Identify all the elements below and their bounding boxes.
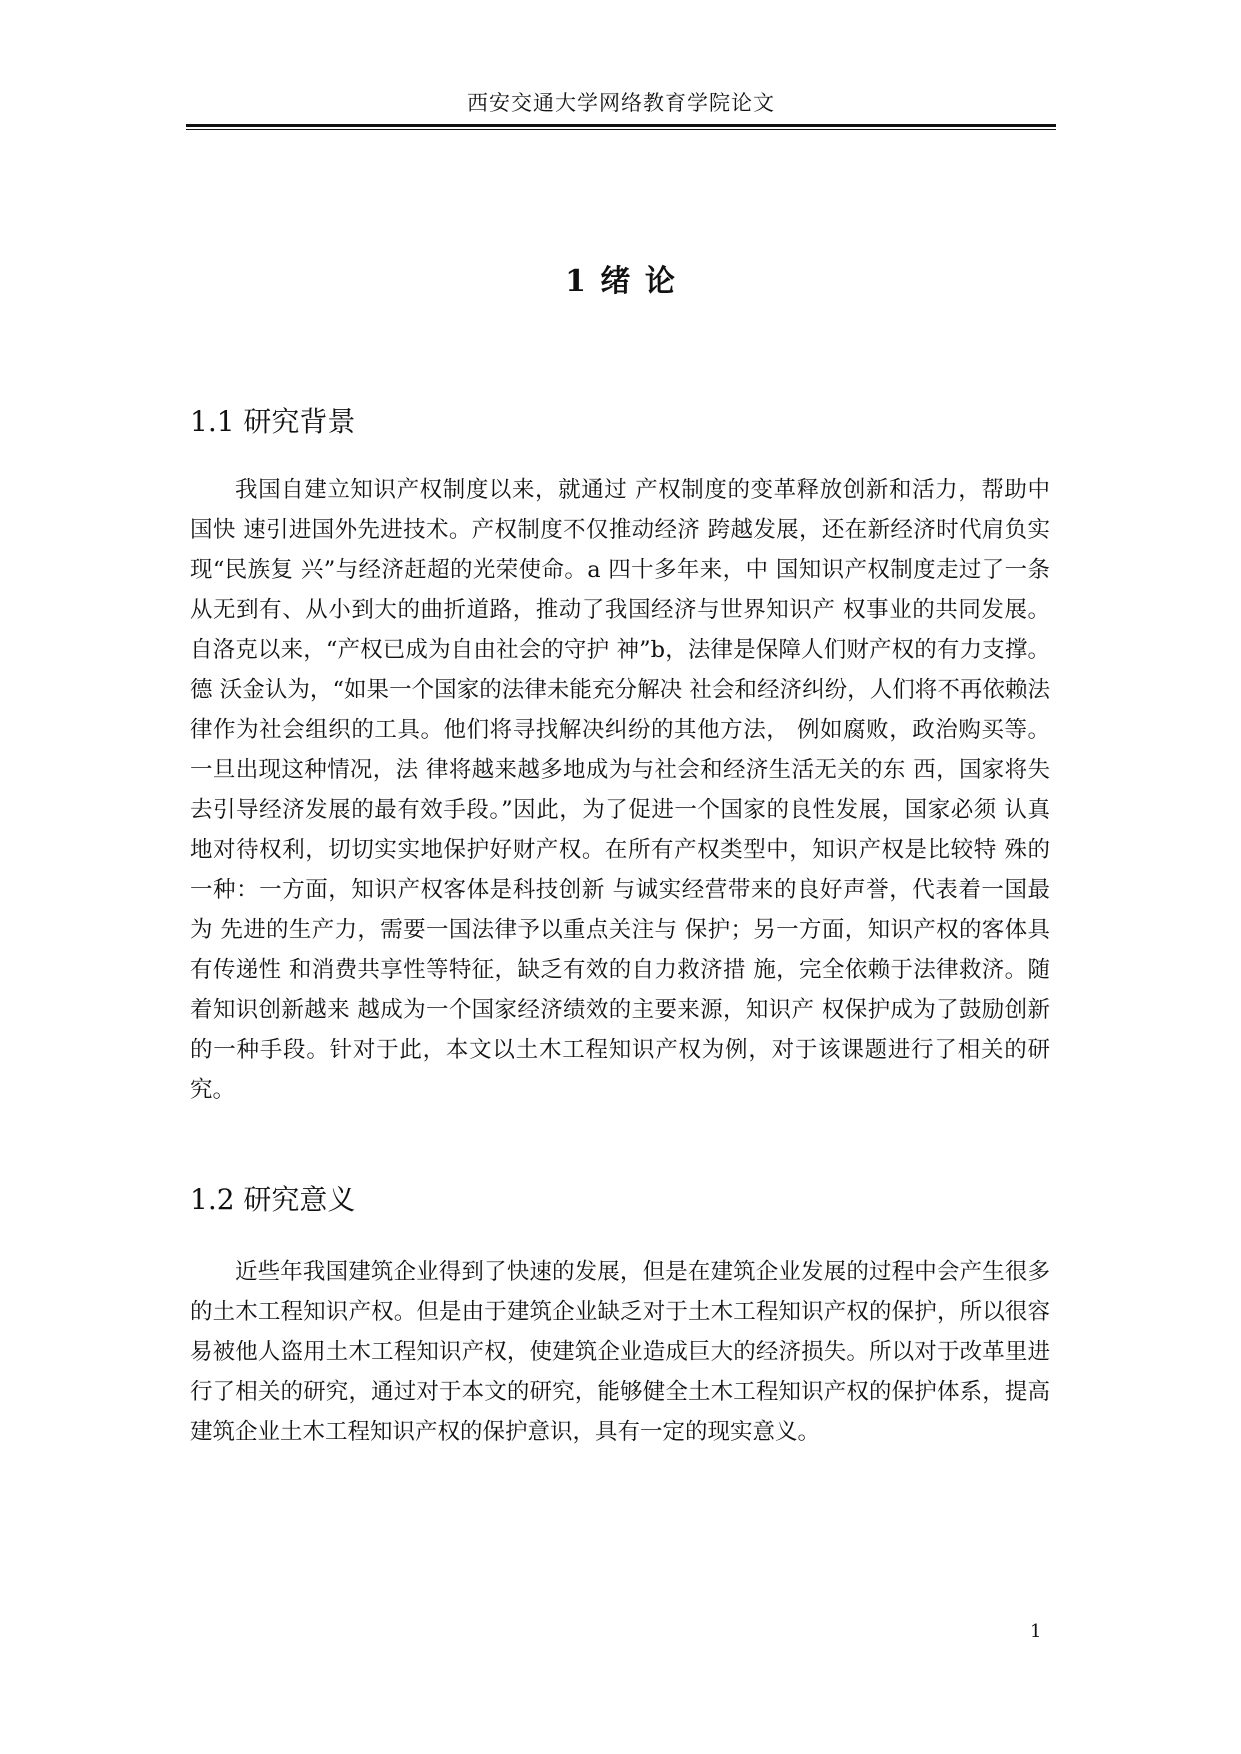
section-heading-research-background: 1.1 研究背景 <box>190 405 356 438</box>
chapter-title: 1 绪 论 <box>565 264 677 299</box>
paragraph-research-background: 我国自建立知识产权制度以来，就通过 产权制度的变革释放创新和活力，帮助中国快 速引进国外先进技术。产权制度不仅推动经济 跨越发展，还在新经济时代肩负实现“民族复 兴”与经济赶超的光荣使命。a 四十多年来，中 国知识产权制度走过了一条从无到有、从小到大的曲折道路，推动了我国经济与世界知识产 权事业的共同发展。自洛克以来，“产权已成为自由社会的守护 神”b，法律是保障人们财产权的有力支撑。德 沃金认为，“如果一个国家的法律未能充分解决 社会和经济纠纷，人们将不再依赖法律作为社会组织的工具。他们将寻找解决纠纷的其他方法， 例如腐败，政治购买等。一旦出现这种情况，法 律将越来越多地成为与社会和经济生活无关的东 西，国家将失去引导经济发展的最有效手段。”因此，为了促进一个国家的良性发展，国家必须 认真地对待权利，切切实实地保护好财产权。在所有产权类型中，知识产权是比较特 殊的一种：一方面，知识产权客体是科技创新 与诚实经营带来的良好声誉，代表着一国最为 先进的生产力，需要一国法律予以重点关注与 保护；另一方面，知识产权的客体具有传递性 和消费共享性等特征，缺乏有效的自力救济措 施，完全依赖于法律救济。随着知识创新越来 越成为一个国家经济绩效的主要来源，知识产 权保护成为了鼓励创新的一种手段。针对于此，本文以土木工程知识产权为例，对于该课题进行了相关的研究。 <box>190 477 1050 1103</box>
page-number: 1 <box>1030 1621 1042 1642</box>
paragraph-research-significance: 近些年我国建筑企业得到了快速的发展，但是在建筑企业发展的过程中会产生很多的土木工程知识产权。但是由于建筑企业缺乏对于土木工程知识产权的保护，所以很容易被他人盗用土木工程知识产权，使建筑企业造成巨大的经济损失。所以对于改革里进行了相关的研究，通过对于本文的研究，能够健全土木工程知识产权的保护体系，提高建筑企业土木工程知识产权的保护意识，具有一定的现实意义。 <box>190 1259 1050 1445</box>
header-double-rule <box>186 124 1056 130</box>
running-header: 西安交通大学网络教育学院论文 <box>467 91 775 115</box>
section-heading-research-significance: 1.2 研究意义 <box>190 1183 356 1216</box>
